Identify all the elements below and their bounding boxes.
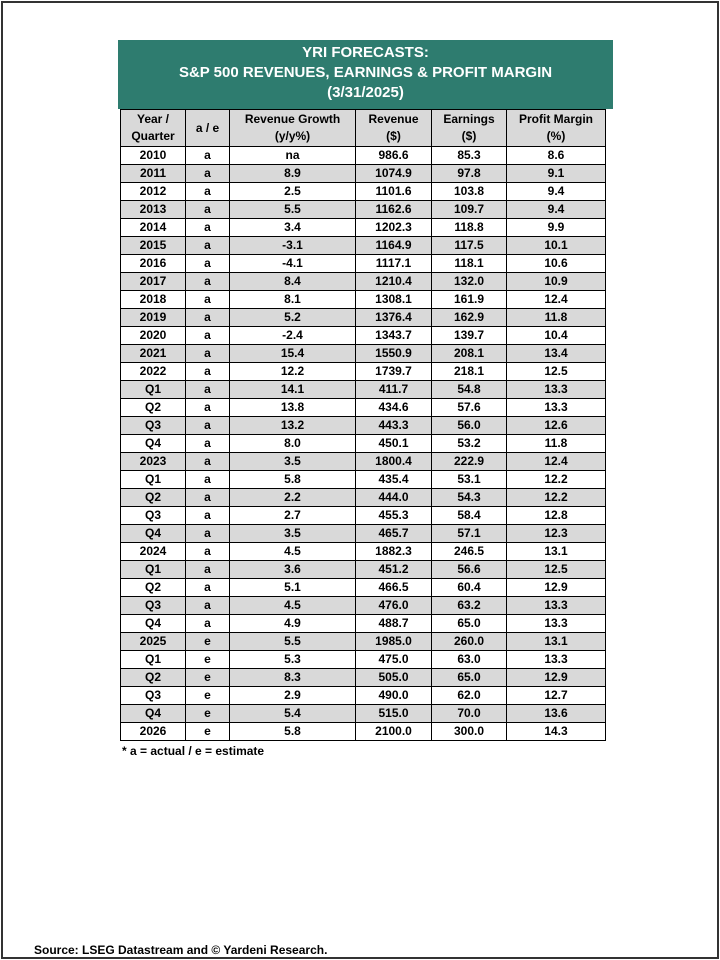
cell-earnings: 53.1 [432, 471, 507, 489]
cell-revenue-growth: 15.4 [230, 345, 356, 363]
table-row [121, 291, 606, 309]
cell-period: Q1 [121, 651, 186, 669]
cell-profit-margin: 12.8 [507, 507, 606, 525]
cell-actual-estimate: a [186, 399, 230, 417]
cell-earnings: 62.0 [432, 687, 507, 705]
cell-revenue-growth: 4.5 [230, 597, 356, 615]
table-row [121, 525, 606, 543]
cell-actual-estimate: a [186, 579, 230, 597]
cell-revenue-growth: 13.8 [230, 399, 356, 417]
cell-period: Q3 [121, 687, 186, 705]
cell-revenue-growth: -3.1 [230, 237, 356, 255]
cell-profit-margin: 12.5 [507, 561, 606, 579]
cell-period: 2013 [121, 201, 186, 219]
table-row [121, 597, 606, 615]
source-note: Source: LSEG Datastream and © Yardeni Research. [34, 943, 328, 957]
table-body [121, 147, 606, 741]
cell-earnings: 117.5 [432, 237, 507, 255]
cell-actual-estimate: a [186, 543, 230, 561]
table-row [121, 165, 606, 183]
cell-actual-estimate: a [186, 183, 230, 201]
cell-earnings: 65.0 [432, 615, 507, 633]
cell-earnings: 246.5 [432, 543, 507, 561]
cell-profit-margin: 12.7 [507, 687, 606, 705]
cell-profit-margin: 13.1 [507, 633, 606, 651]
cell-earnings: 97.8 [432, 165, 507, 183]
cell-period: 2026 [121, 723, 186, 741]
table-row [121, 543, 606, 561]
cell-period: 2020 [121, 327, 186, 345]
cell-revenue: 1164.9 [356, 237, 432, 255]
cell-revenue-growth: 12.2 [230, 363, 356, 381]
cell-profit-margin: 12.4 [507, 291, 606, 309]
cell-revenue-growth: 2.2 [230, 489, 356, 507]
cell-actual-estimate: a [186, 381, 230, 399]
table-row [121, 471, 606, 489]
table-row [121, 219, 606, 237]
cell-period: Q4 [121, 435, 186, 453]
header-year-quarter: Year / Quarter [121, 110, 186, 147]
cell-earnings: 300.0 [432, 723, 507, 741]
cell-earnings: 58.4 [432, 507, 507, 525]
cell-profit-margin: 11.8 [507, 435, 606, 453]
cell-revenue: 455.3 [356, 507, 432, 525]
cell-actual-estimate: a [186, 597, 230, 615]
cell-revenue: 1117.1 [356, 255, 432, 273]
cell-revenue: 1800.4 [356, 453, 432, 471]
table-row [121, 255, 606, 273]
table-row [121, 687, 606, 705]
cell-profit-margin: 13.3 [507, 615, 606, 633]
title-line-2: S&P 500 REVENUES, EARNINGS & PROFIT MARGIN [178, 64, 553, 81]
table-row [121, 381, 606, 399]
cell-actual-estimate: a [186, 561, 230, 579]
cell-revenue: 1376.4 [356, 309, 432, 327]
table-row [121, 579, 606, 597]
cell-revenue: 505.0 [356, 669, 432, 687]
cell-revenue: 1550.9 [356, 345, 432, 363]
cell-period: 2014 [121, 219, 186, 237]
cell-revenue: 1162.6 [356, 201, 432, 219]
cell-profit-margin: 10.6 [507, 255, 606, 273]
cell-actual-estimate: e [186, 705, 230, 723]
cell-actual-estimate: a [186, 417, 230, 435]
cell-actual-estimate: a [186, 489, 230, 507]
cell-profit-margin: 13.6 [507, 705, 606, 723]
cell-earnings: 60.4 [432, 579, 507, 597]
cell-revenue-growth: 5.8 [230, 471, 356, 489]
table-row [121, 435, 606, 453]
cell-revenue-growth: 5.1 [230, 579, 356, 597]
cell-revenue-growth: 5.2 [230, 309, 356, 327]
cell-revenue-growth: 8.9 [230, 165, 356, 183]
table-row [121, 363, 606, 381]
cell-profit-margin: 9.4 [507, 183, 606, 201]
cell-earnings: 208.1 [432, 345, 507, 363]
cell-profit-margin: 12.6 [507, 417, 606, 435]
cell-revenue: 451.2 [356, 561, 432, 579]
cell-revenue-growth: 3.5 [230, 453, 356, 471]
cell-period: Q1 [121, 381, 186, 399]
cell-revenue: 434.6 [356, 399, 432, 417]
cell-profit-margin: 13.3 [507, 651, 606, 669]
cell-profit-margin: 11.8 [507, 309, 606, 327]
cell-period: 2025 [121, 633, 186, 651]
table-row [121, 309, 606, 327]
cell-earnings: 56.6 [432, 561, 507, 579]
cell-revenue: 465.7 [356, 525, 432, 543]
cell-earnings: 162.9 [432, 309, 507, 327]
cell-profit-margin: 10.1 [507, 237, 606, 255]
cell-earnings: 54.3 [432, 489, 507, 507]
cell-actual-estimate: a [186, 471, 230, 489]
cell-profit-margin: 14.3 [507, 723, 606, 741]
cell-period: Q4 [121, 705, 186, 723]
table-row [121, 651, 606, 669]
table-row [121, 489, 606, 507]
table-row [121, 273, 606, 291]
cell-profit-margin: 9.1 [507, 165, 606, 183]
cell-earnings: 103.8 [432, 183, 507, 201]
cell-profit-margin: 13.4 [507, 345, 606, 363]
cell-revenue: 1343.7 [356, 327, 432, 345]
cell-period: Q4 [121, 525, 186, 543]
cell-revenue: 1985.0 [356, 633, 432, 651]
cell-revenue-growth: 13.2 [230, 417, 356, 435]
cell-profit-margin: 12.4 [507, 453, 606, 471]
cell-period: Q1 [121, 471, 186, 489]
cell-earnings: 139.7 [432, 327, 507, 345]
cell-revenue-growth: 3.5 [230, 525, 356, 543]
table-row [121, 327, 606, 345]
cell-period: 2011 [121, 165, 186, 183]
cell-profit-margin: 13.1 [507, 543, 606, 561]
cell-period: 2024 [121, 543, 186, 561]
cell-actual-estimate: a [186, 435, 230, 453]
cell-actual-estimate: e [186, 723, 230, 741]
table-row [121, 453, 606, 471]
cell-revenue-growth: -4.1 [230, 255, 356, 273]
cell-earnings: 132.0 [432, 273, 507, 291]
cell-revenue: 475.0 [356, 651, 432, 669]
cell-profit-margin: 9.9 [507, 219, 606, 237]
cell-profit-margin: 12.2 [507, 489, 606, 507]
cell-revenue-growth: 4.9 [230, 615, 356, 633]
cell-period: Q2 [121, 489, 186, 507]
cell-revenue: 488.7 [356, 615, 432, 633]
cell-revenue-growth: 5.3 [230, 651, 356, 669]
cell-period: Q2 [121, 399, 186, 417]
cell-profit-margin: 12.2 [507, 471, 606, 489]
cell-revenue: 490.0 [356, 687, 432, 705]
table-row [121, 417, 606, 435]
cell-revenue: 450.1 [356, 435, 432, 453]
cell-period: Q2 [121, 579, 186, 597]
cell-revenue: 1739.7 [356, 363, 432, 381]
cell-revenue: 444.0 [356, 489, 432, 507]
cell-earnings: 118.8 [432, 219, 507, 237]
cell-revenue-growth: 14.1 [230, 381, 356, 399]
cell-revenue: 1074.9 [356, 165, 432, 183]
cell-revenue: 476.0 [356, 597, 432, 615]
cell-revenue: 466.5 [356, 579, 432, 597]
cell-period: Q2 [121, 669, 186, 687]
cell-profit-margin: 10.4 [507, 327, 606, 345]
cell-earnings: 85.3 [432, 147, 507, 165]
cell-actual-estimate: a [186, 615, 230, 633]
cell-actual-estimate: a [186, 525, 230, 543]
cell-revenue: 515.0 [356, 705, 432, 723]
cell-revenue-growth: 8.0 [230, 435, 356, 453]
cell-earnings: 57.6 [432, 399, 507, 417]
cell-revenue-growth: 5.5 [230, 633, 356, 651]
cell-actual-estimate: a [186, 309, 230, 327]
cell-revenue: 1308.1 [356, 291, 432, 309]
cell-earnings: 222.9 [432, 453, 507, 471]
cell-revenue-growth: 3.6 [230, 561, 356, 579]
cell-period: 2012 [121, 183, 186, 201]
cell-actual-estimate: a [186, 273, 230, 291]
cell-actual-estimate: e [186, 669, 230, 687]
header-revenue-growth: Revenue Growth (y/y%) [230, 110, 356, 147]
cell-actual-estimate: a [186, 453, 230, 471]
cell-actual-estimate: a [186, 165, 230, 183]
table-row [121, 147, 606, 165]
cell-actual-estimate: e [186, 651, 230, 669]
cell-actual-estimate: a [186, 219, 230, 237]
cell-period: Q3 [121, 417, 186, 435]
cell-actual-estimate: a [186, 255, 230, 273]
cell-actual-estimate: a [186, 147, 230, 165]
table-row [121, 201, 606, 219]
cell-revenue-growth: 8.1 [230, 291, 356, 309]
cell-earnings: 54.8 [432, 381, 507, 399]
cell-earnings: 218.1 [432, 363, 507, 381]
cell-revenue-growth: 5.5 [230, 201, 356, 219]
cell-actual-estimate: a [186, 507, 230, 525]
cell-revenue-growth: 5.4 [230, 705, 356, 723]
cell-revenue: 986.6 [356, 147, 432, 165]
cell-period: Q1 [121, 561, 186, 579]
cell-revenue-growth: na [230, 147, 356, 165]
cell-earnings: 53.2 [432, 435, 507, 453]
cell-profit-margin: 12.9 [507, 669, 606, 687]
cell-earnings: 260.0 [432, 633, 507, 651]
table-row [121, 237, 606, 255]
table-row [121, 615, 606, 633]
cell-earnings: 63.2 [432, 597, 507, 615]
cell-revenue: 435.4 [356, 471, 432, 489]
cell-revenue-growth: 8.4 [230, 273, 356, 291]
cell-earnings: 63.0 [432, 651, 507, 669]
cell-period: 2017 [121, 273, 186, 291]
cell-revenue-growth: 4.5 [230, 543, 356, 561]
table-title-banner [118, 40, 613, 109]
cell-period: Q3 [121, 507, 186, 525]
cell-period: Q3 [121, 597, 186, 615]
cell-profit-margin: 13.3 [507, 381, 606, 399]
cell-revenue: 1882.3 [356, 543, 432, 561]
cell-earnings: 70.0 [432, 705, 507, 723]
cell-earnings: 56.0 [432, 417, 507, 435]
cell-profit-margin: 12.3 [507, 525, 606, 543]
title-line-3: (3/31/2025) [327, 84, 404, 101]
cell-revenue: 411.7 [356, 381, 432, 399]
cell-period: Q4 [121, 615, 186, 633]
table-row [121, 669, 606, 687]
header-actual-estimate: a / e [186, 110, 230, 147]
table-row [121, 345, 606, 363]
cell-earnings: 161.9 [432, 291, 507, 309]
header-revenue: Revenue ($) [356, 110, 432, 147]
cell-revenue-growth: -2.4 [230, 327, 356, 345]
cell-earnings: 109.7 [432, 201, 507, 219]
cell-actual-estimate: a [186, 201, 230, 219]
table-row [121, 399, 606, 417]
header-earnings: Earnings ($) [432, 110, 507, 147]
cell-profit-margin: 10.9 [507, 273, 606, 291]
table-row [121, 507, 606, 525]
cell-revenue: 1101.6 [356, 183, 432, 201]
cell-period: 2023 [121, 453, 186, 471]
cell-actual-estimate: a [186, 345, 230, 363]
cell-profit-margin: 12.5 [507, 363, 606, 381]
cell-actual-estimate: a [186, 363, 230, 381]
cell-profit-margin: 9.4 [507, 201, 606, 219]
title-line-1: YRI FORECASTS: [302, 44, 429, 61]
cell-earnings: 57.1 [432, 525, 507, 543]
cell-actual-estimate: a [186, 327, 230, 345]
table-row [121, 633, 606, 651]
cell-period: 2019 [121, 309, 186, 327]
cell-actual-estimate: a [186, 291, 230, 309]
header-row [121, 110, 606, 147]
cell-revenue: 443.3 [356, 417, 432, 435]
cell-revenue-growth: 8.3 [230, 669, 356, 687]
cell-revenue: 1210.4 [356, 273, 432, 291]
header-profit-margin: Profit Margin (%) [507, 110, 606, 147]
cell-period: 2018 [121, 291, 186, 309]
cell-revenue-growth: 2.7 [230, 507, 356, 525]
cell-revenue-growth: 2.5 [230, 183, 356, 201]
table-row [121, 561, 606, 579]
cell-actual-estimate: e [186, 687, 230, 705]
cell-profit-margin: 8.6 [507, 147, 606, 165]
cell-earnings: 65.0 [432, 669, 507, 687]
cell-profit-margin: 12.9 [507, 579, 606, 597]
cell-revenue-growth: 5.8 [230, 723, 356, 741]
cell-period: 2015 [121, 237, 186, 255]
cell-profit-margin: 13.3 [507, 597, 606, 615]
cell-period: 2010 [121, 147, 186, 165]
table-row [121, 705, 606, 723]
cell-actual-estimate: e [186, 633, 230, 651]
forecast-table [120, 109, 606, 741]
cell-earnings: 118.1 [432, 255, 507, 273]
cell-actual-estimate: a [186, 237, 230, 255]
cell-revenue-growth: 2.9 [230, 687, 356, 705]
cell-revenue-growth: 3.4 [230, 219, 356, 237]
cell-period: 2016 [121, 255, 186, 273]
cell-profit-margin: 13.3 [507, 399, 606, 417]
cell-revenue: 2100.0 [356, 723, 432, 741]
cell-period: 2022 [121, 363, 186, 381]
table-row [121, 723, 606, 741]
cell-period: 2021 [121, 345, 186, 363]
footnote: * a = actual / e = estimate [122, 744, 265, 758]
table-row [121, 183, 606, 201]
cell-revenue: 1202.3 [356, 219, 432, 237]
